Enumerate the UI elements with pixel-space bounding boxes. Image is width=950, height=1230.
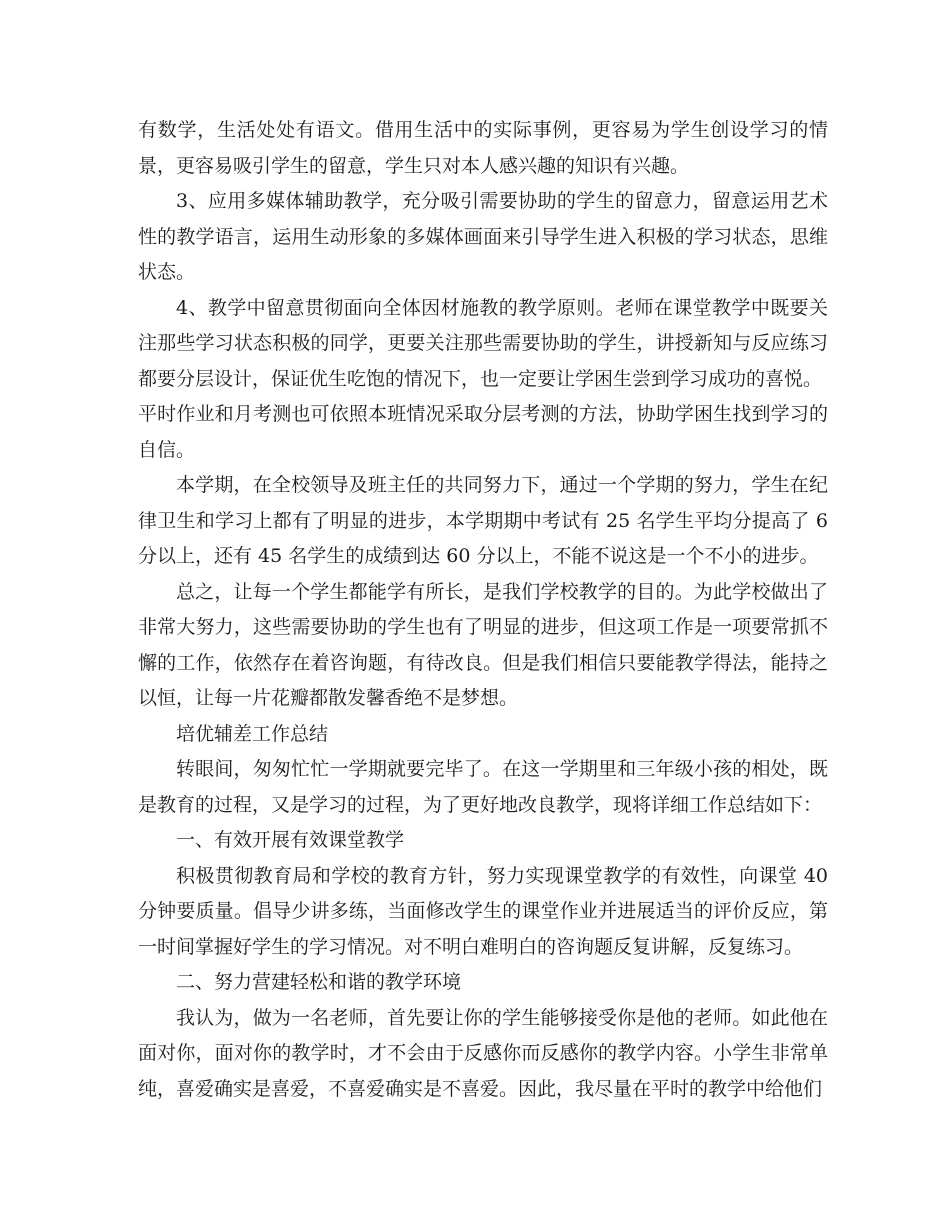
paragraph-1: 有数学，生活处处有语文。借用生活中的实际事例，更容易为学生创设学习的情景，更容易吸引学生的留意，学生只对本人感兴趣的知识有兴趣。 — [138, 119, 828, 177]
paragraph-8: 转眼间，匆匆忙忙一学期就要完毕了。在这一学期里和三年级小孩的相处，既是教育的过程，又是学习的过程，为了更好地改良教学，现将详细工作总结如下： — [138, 758, 828, 816]
document-body — [138, 113, 828, 1107]
paragraph-12: 我认为，做为一名老师，首先要让你的学生能够接受你是他的老师。如此他在面对你，面对你的教学时，才不会由于反感你而反感你的教学内容。小学生非常单纯，喜爱确实是喜爱，不喜爱确实是不喜爱。因此，我尽量在平时的教学中给他们 — [138, 1006, 828, 1100]
paragraph-10: 积极贯彻教育局和学校的教育方针，努力实现课堂教学的有效性，向课堂 40 分钟要质量。倡导少讲多练，当面修改学生的课堂作业并进展适当的评价反应，第一时间掌握好学生的学习情况。对不明白难明白的咨询题反复讲解，反复练习。 — [138, 864, 828, 958]
section-heading-1: 一、有效开展有效课堂教学 — [176, 829, 405, 851]
paragraph-3: 4、教学中留意贯彻面向全体因材施教的教学原则。老师在课堂教学中既要关注那些学习状态积极的同学，更要关注那些需要协助的学生，讲授新知与反应练习都要分层设计，保证优生吃饱的情况下，也一定要让学困生尝到学习成功的喜悦。 — [138, 296, 828, 390]
paragraph-4: 平时作业和月考测也可依照本班情况采取分层考测的方法，协助学困生找到学习的自信。 — [138, 403, 828, 461]
paragraph-6: 总之，让每一个学生都能学有所长，是我们学校教学的目的。为此学校做出了非常大努力，这些需要协助的学生也有了明显的进步，但这项工作是一项要常抓不懈的工作，依然存在着咨询题，有待改良。但是我们相信只要能教学得法，能持之以恒，让每一片花瓣都散发馨香绝不是梦想。 — [138, 580, 828, 709]
section-heading-2: 二、努力营建轻松和谐的教学环境 — [176, 971, 462, 993]
paragraph-2: 3、应用多媒体辅助教学，充分吸引需要协助的学生的留意力，留意运用艺术性的教学语言，运用生动形象的多媒体画面来引导学生进入积极的学习状态，思维状态。 — [138, 190, 828, 283]
section-heading-summary: 培优辅差工作总结 — [176, 722, 329, 745]
paragraph-5: 本学期，在全校领导及班主任的共同努力下，通过一个学期的努力，学生在纪律卫生和学习上都有了明显的进步，本学期期中考试有 25 名学生平均分提高了 6 分以上，还有 45 名学生的成绩到达 60 分以上，不能不说这是一个不小的进步。 — [138, 474, 828, 567]
